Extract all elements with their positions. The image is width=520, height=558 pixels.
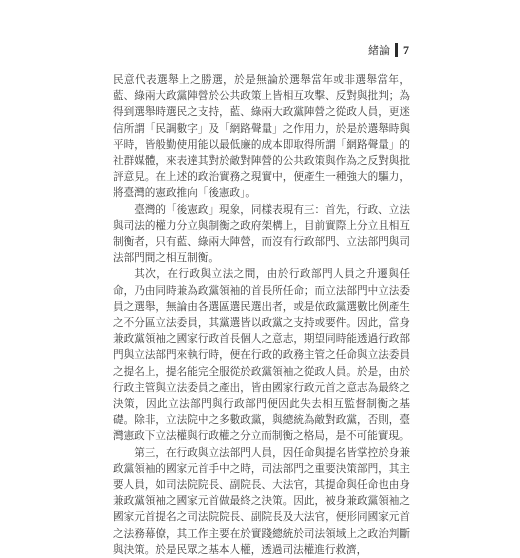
paragraph-1: 民意代表選舉上之勝選，於是無論於選舉當年或非選舉當年，藍、綠兩大政黨陣營於公共政策上皆相互攻擊、反對與批判；為得到選舉時選民之支持，藍、綠兩大政黨陣營之從政人員，更迷信所謂「民調數字」及「網路聲量」之作用力，於是於選舉時與平時，皆般勤使用能以最低廉的成本即取得所謂「網路聲量」的社群媒體，來表達其對於敵對陣營的公共政策與作為之反對與批評意見。在上述的政治實務之現實中，便產生一種強大的驅力，將臺灣的憲政推向「後憲政」。 (113, 74, 410, 200)
header-divider-bar (395, 43, 398, 57)
page-number: 7 (403, 42, 409, 57)
running-header (368, 42, 409, 58)
body-text (113, 72, 410, 558)
section-title: 緒論 (368, 44, 390, 57)
paragraph-2: 臺灣的「後憲政」現象，同樣表現有三：首先，行政、立法與司法的權力分立與制衡之政府架構上，目前實際上分立且相互制衡者，只有藍、綠兩大陣營，而沒有行政部門、立法部門與司法部門間之相互制衡。 (113, 203, 410, 265)
paragraph-4: 第三，在行政與立法部門人員，因任命與提名皆掌控於身兼政黨領袖的國家元首手中之時，司法部門之重要決策部門，其主要人員，如司法院院長、副院長、大法官，其提命與任命也由身兼政黨領袖之國家元首做最終之決策。因此，被身兼政黨領袖之國家元首提名之司法院院長、副院長及大法官，便形同國家元首之法務幕僚，其工作主要在於實踐總統於司法領域上之政治判斷與決策。於是民眾之基本人權，透過司法權進行救濟， (113, 446, 410, 556)
paragraph-3: 其次，在行政與立法之間，由於行政部門人員之升遷與任命，乃由同時兼為政黨領袖的首長所任命；而立法部門中立法委員之選舉，無論由各選區選民選出者，或是依政黨選數比例產生之不分區立法委員，其黨選皆以政黨之支持或要件。因此，當身兼政黨領袖之國家行政首長個人之意志，期望同時能透過行政部門與立法部門來執行時，便在行政的政務主管之任命與立法委員之提名上，提名能完全服從於政黨領袖之從政人員。於是，由於行政主管與立法委員之產出，皆由國家行政元首之意志為最終之決策，因此立法部門與行政部門便因此失去相互監督制衡之基礎。除非，立法院中之多數政黨，與總統為敵對政黨，否則，臺灣憲政下立法權與行政權之分立而制衡之格局，是不可能實現。 (113, 268, 410, 443)
